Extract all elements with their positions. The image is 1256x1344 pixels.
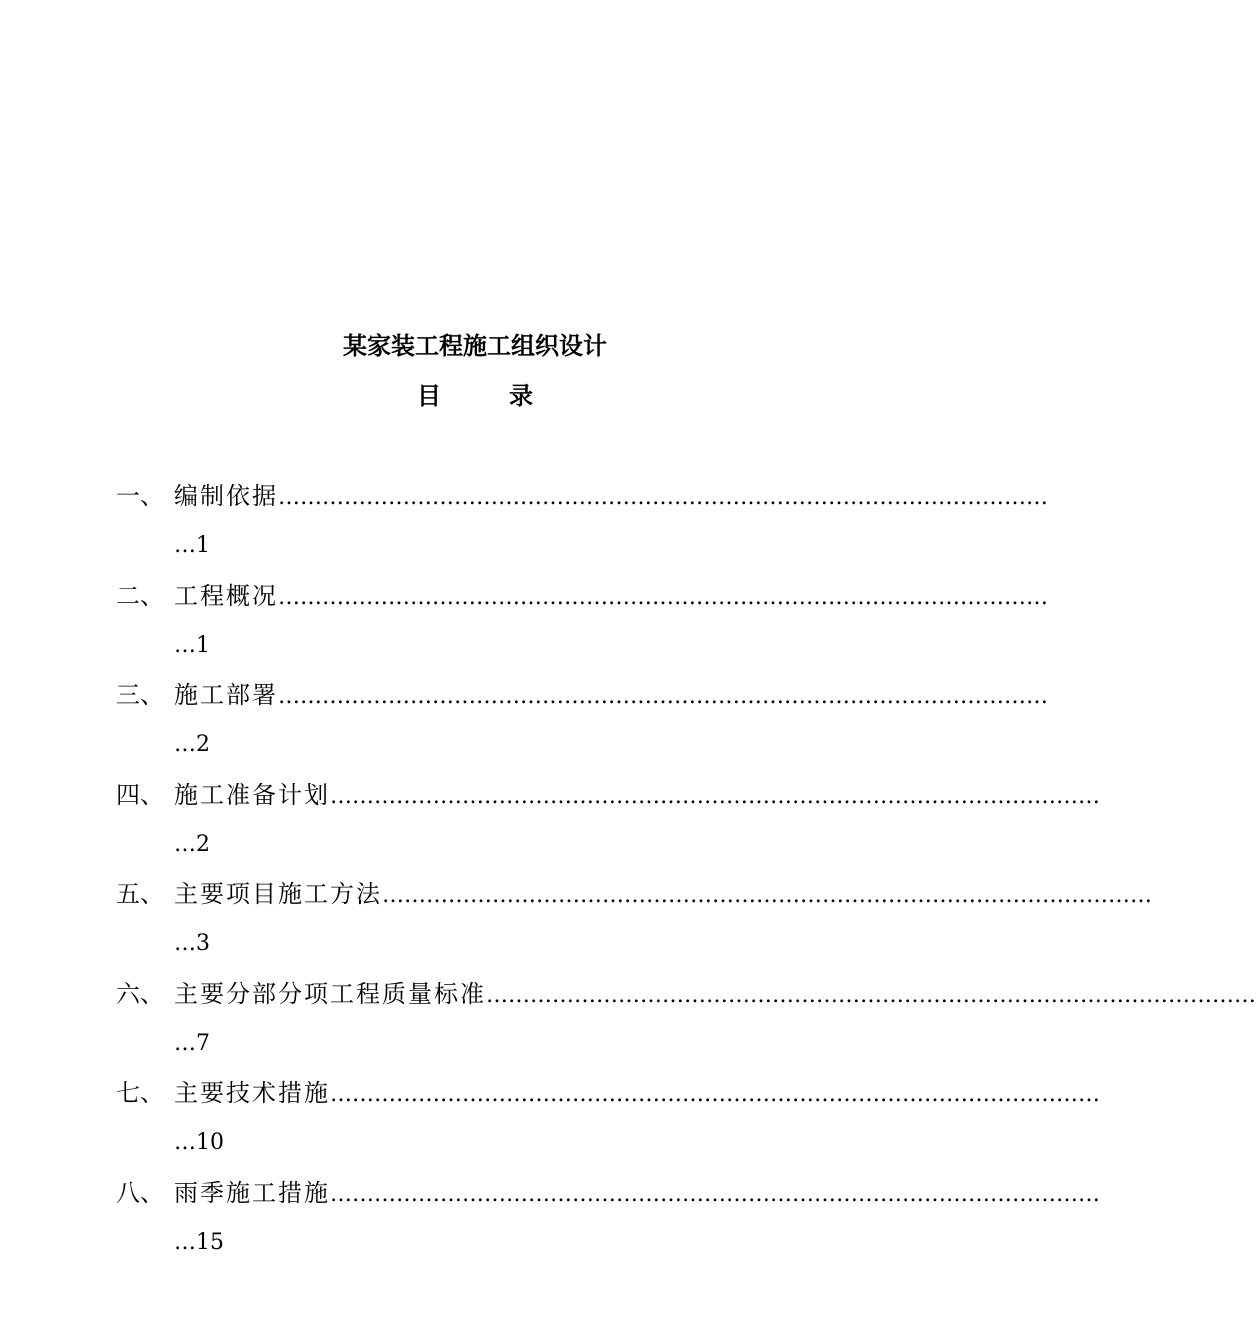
toc-entry-number: 一、 xyxy=(116,482,164,510)
toc-entry-number: 六、 xyxy=(116,979,164,1008)
toc-entry-number: 四、 xyxy=(116,780,164,809)
toc-entry-number: 二、 xyxy=(116,581,164,610)
toc-entry-number: 五、 xyxy=(116,880,164,908)
toc-entry-label: 施工准备计划 xyxy=(174,780,330,809)
toc-leader-dots: … xyxy=(174,632,196,658)
toc-leader-dots: …………………………………………………………………………………………… xyxy=(330,783,1100,809)
toc-leader-dots: …………………………………………………………………………………………… xyxy=(278,485,1048,510)
toc-leader-dots: …………………………………………………………………………………………… xyxy=(486,982,1256,1008)
toc-entry[interactable] xyxy=(116,874,1152,974)
toc-entry[interactable] xyxy=(116,1073,1100,1173)
toc-entry-label: 主要技术措施 xyxy=(174,1079,330,1107)
toc-entry[interactable] xyxy=(116,775,1100,875)
toc-leader-dots: … xyxy=(174,533,196,558)
toc-entry-label: 编制依据 xyxy=(174,482,278,510)
toc-entry[interactable] xyxy=(116,675,1048,775)
toc-entry-page: 15 xyxy=(196,1229,224,1255)
toc-entry-page: 1 xyxy=(196,632,210,658)
toc-entry-page: 1 xyxy=(196,533,210,558)
toc-leader-dots: … xyxy=(174,831,196,857)
toc-leader-dots: …………………………………………………………………………………………… xyxy=(382,883,1152,908)
toc-leader-dots: …………………………………………………………………………………………… xyxy=(278,584,1048,610)
toc-entry-number: 八、 xyxy=(116,1178,164,1207)
toc-entry[interactable] xyxy=(116,476,1048,576)
toc-leader-dots: …………………………………………………………………………………………… xyxy=(278,684,1048,709)
toc-leader-dots: …………………………………………………………………………………………… xyxy=(330,1082,1100,1107)
toc-entry-page: 10 xyxy=(196,1130,224,1155)
toc-entry-page: 2 xyxy=(196,732,210,757)
toc-entry-label: 施工部署 xyxy=(174,681,278,709)
document-title: 某家装工程施工组织设计 xyxy=(343,331,607,360)
toc-entry-page: 2 xyxy=(196,831,210,857)
toc-leader-dots: … xyxy=(174,1229,196,1255)
toc-entry-label: 雨季施工措施 xyxy=(174,1178,330,1207)
toc-leader-dots: … xyxy=(174,1030,196,1056)
toc-entry[interactable] xyxy=(116,576,1048,676)
toc-entry[interactable] xyxy=(116,1173,1100,1273)
toc-entry[interactable] xyxy=(116,974,1256,1074)
table-of-contents xyxy=(116,476,1256,1272)
toc-entry-label: 主要项目施工方法 xyxy=(174,880,382,908)
toc-leader-dots: … xyxy=(174,931,196,956)
toc-leader-dots: … xyxy=(174,732,196,757)
toc-entry-label: 主要分部分项工程质量标准 xyxy=(174,979,486,1008)
toc-entry-page: 3 xyxy=(196,931,210,956)
toc-entry-number: 七、 xyxy=(116,1079,164,1107)
toc-heading-char-1: 目 xyxy=(417,381,441,410)
toc-leader-dots: … xyxy=(174,1130,196,1155)
toc-heading-char-2: 录 xyxy=(509,381,533,410)
toc-entry-number: 三、 xyxy=(116,681,164,709)
toc-entry-page: 7 xyxy=(196,1030,210,1056)
toc-entry-label: 工程概况 xyxy=(174,581,278,610)
toc-heading xyxy=(0,378,950,414)
toc-leader-dots: …………………………………………………………………………………………… xyxy=(330,1181,1100,1207)
